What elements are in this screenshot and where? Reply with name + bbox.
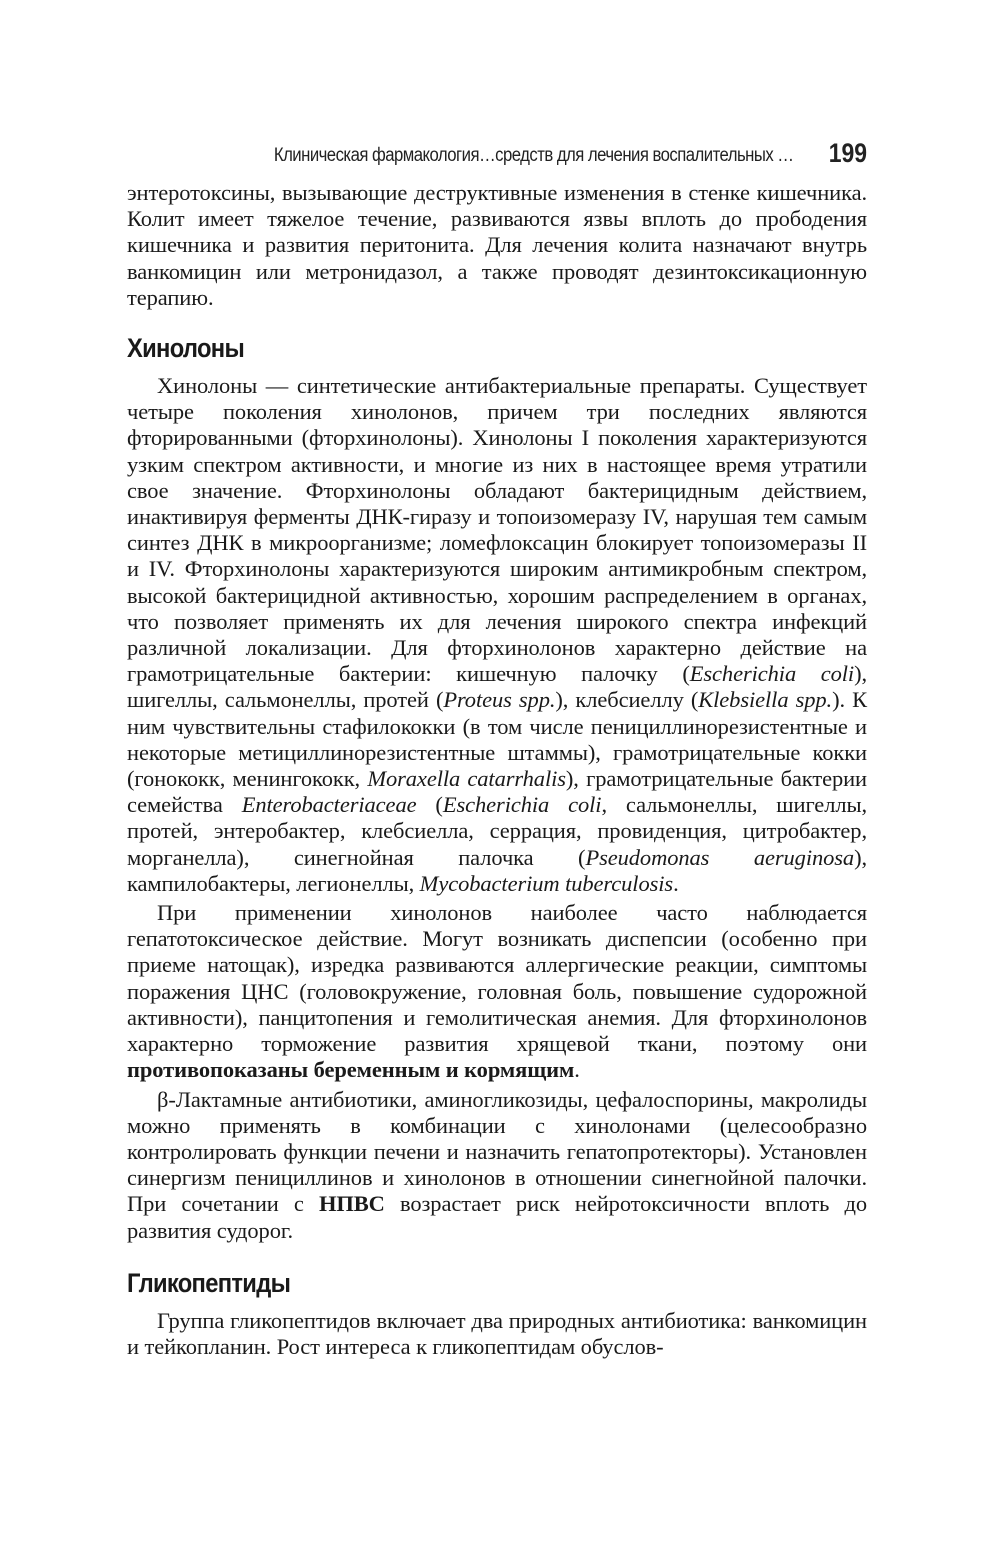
text-run: . (574, 1057, 580, 1083)
text-run: β-Лактамные антибиотики, аминогликозиды, цефалоспорины, макролиды можно применять в комбинации с хинолонами (целесообразно контролировать функции печени и назначить гепатопротекторы). Установлен синергизм пенициллинов и хинолонов в отношении синегнойной палочки. При сочетании с (127, 1086, 867, 1217)
text-run: ( (416, 792, 443, 818)
text-run: ). К ним чувствительны стафилококки (в том числе пенициллинорезистентные и некоторые метициллинорезистентные штаммы), грамотрицательные кокки (гонококк, менингококк, (127, 687, 867, 792)
text-run: При применении хинолонов наиболее часто наблюдается гепатотоксическое действие. Могут возникать диспепсии (особенно при приеме натощак), изредка развиваются аллергические реакции, симптомы поражения ЦНС (головокружение, головная боль, повышение судорожной активности), панцитопения и гемолитическая анемия. Для фторхинолонов характерно торможение развития хрящевой ткани, поэтому они (127, 900, 867, 1057)
text-run: ), грамотрицательные бактерии семейства (127, 766, 867, 818)
text-run: Хинолоны — синтетические антибактериальные препараты. Существует четыре поколения хинолонов, причем три последних являются фторированными (фторхинолоны). Хинолоны I поколения характеризуются узким спектром активности, и многие из них в настоящее время утратили свое значение. Фторхинолоны обладают бактерицидным действием, инактивируя ферменты ДНК-гиразу и топоизомеразу IV, нарушая тем самым синтез ДНК в микроорганизме; ломефлоксацин блокирует топоизомеразы II и IV. Фторхинолоны характеризуются широким антимикробным спектром, высокой бактерицидной активностью, хорошим распределением в органах, что позволяет применять их для лечения широкого спектра инфекций различной локализации. Для фторхинолонов характерно действие на грамотрицательные бактерии: кишечную палочку ( (127, 373, 867, 687)
quinolones-paragraph-3 (127, 1087, 867, 1244)
taxon-name: Mycobacterium tuberculosis (419, 870, 674, 896)
text-run: . (673, 870, 679, 896)
page-number: 199 (828, 138, 867, 168)
taxon-name: Moraxella catarrhalis (367, 766, 566, 792)
text-run: , сальмонеллы, шигеллы, протей, энтеробактер, клебсиелла, серрация, провиденция, цитробактер, морганелла), синегнойная палочка ( (127, 792, 867, 870)
emphasis-bold: НПВС (318, 1191, 385, 1217)
quinolones-paragraph-1 (127, 373, 867, 897)
taxon-name: Pseudomonas aeruginosa (585, 844, 855, 870)
glycopeptides-paragraph-1: Группа гликопептидов включает два природных антибиотика: ванкомицин и тейкопланин. Рост интереса к гликопептидам обуслов- (127, 1307, 867, 1359)
taxon-name: Klebsiella spp. (698, 687, 833, 713)
running-title: Клиническая фармакология…средств для лечения воспалительных … (273, 145, 793, 166)
book-page (127, 136, 867, 1360)
text-run: ), шигеллы, сальмонеллы, протей ( (127, 661, 868, 713)
intro-paragraph: энтеротоксины, вызывающие деструктивные изменения в стенке кишечника. Колит имеет тяжелое течение, развиваются язвы вплоть до прободения кишечника и развития перитонита. Для лечения колита назначают внутрь ванкомицин или метронидазол, а также проводят дезинтоксикационную терапию. (127, 180, 867, 310)
quinolones-paragraph-2 (127, 900, 867, 1083)
body-text (127, 180, 867, 1360)
taxon-name: Escherichia coli (442, 792, 602, 818)
taxon-name: Escherichia coli (689, 661, 855, 687)
text-run: ), клебсиеллу ( (555, 687, 699, 713)
section-heading-glycopeptides: Гликопептиды (127, 1267, 291, 1298)
taxon-name: Proteus spp. (443, 687, 556, 713)
running-head (127, 136, 867, 180)
text-run: возрастает риск нейротоксичности вплоть до развития судорог. (127, 1191, 867, 1243)
section-heading-quinolones: Хинолоны (127, 333, 245, 364)
emphasis-bold: противопоказаны беременным и кормящим (127, 1057, 575, 1083)
text-run: ), кампилобактеры, легионеллы, (127, 844, 867, 896)
taxon-name: Enterobacteriaceae (241, 792, 417, 818)
